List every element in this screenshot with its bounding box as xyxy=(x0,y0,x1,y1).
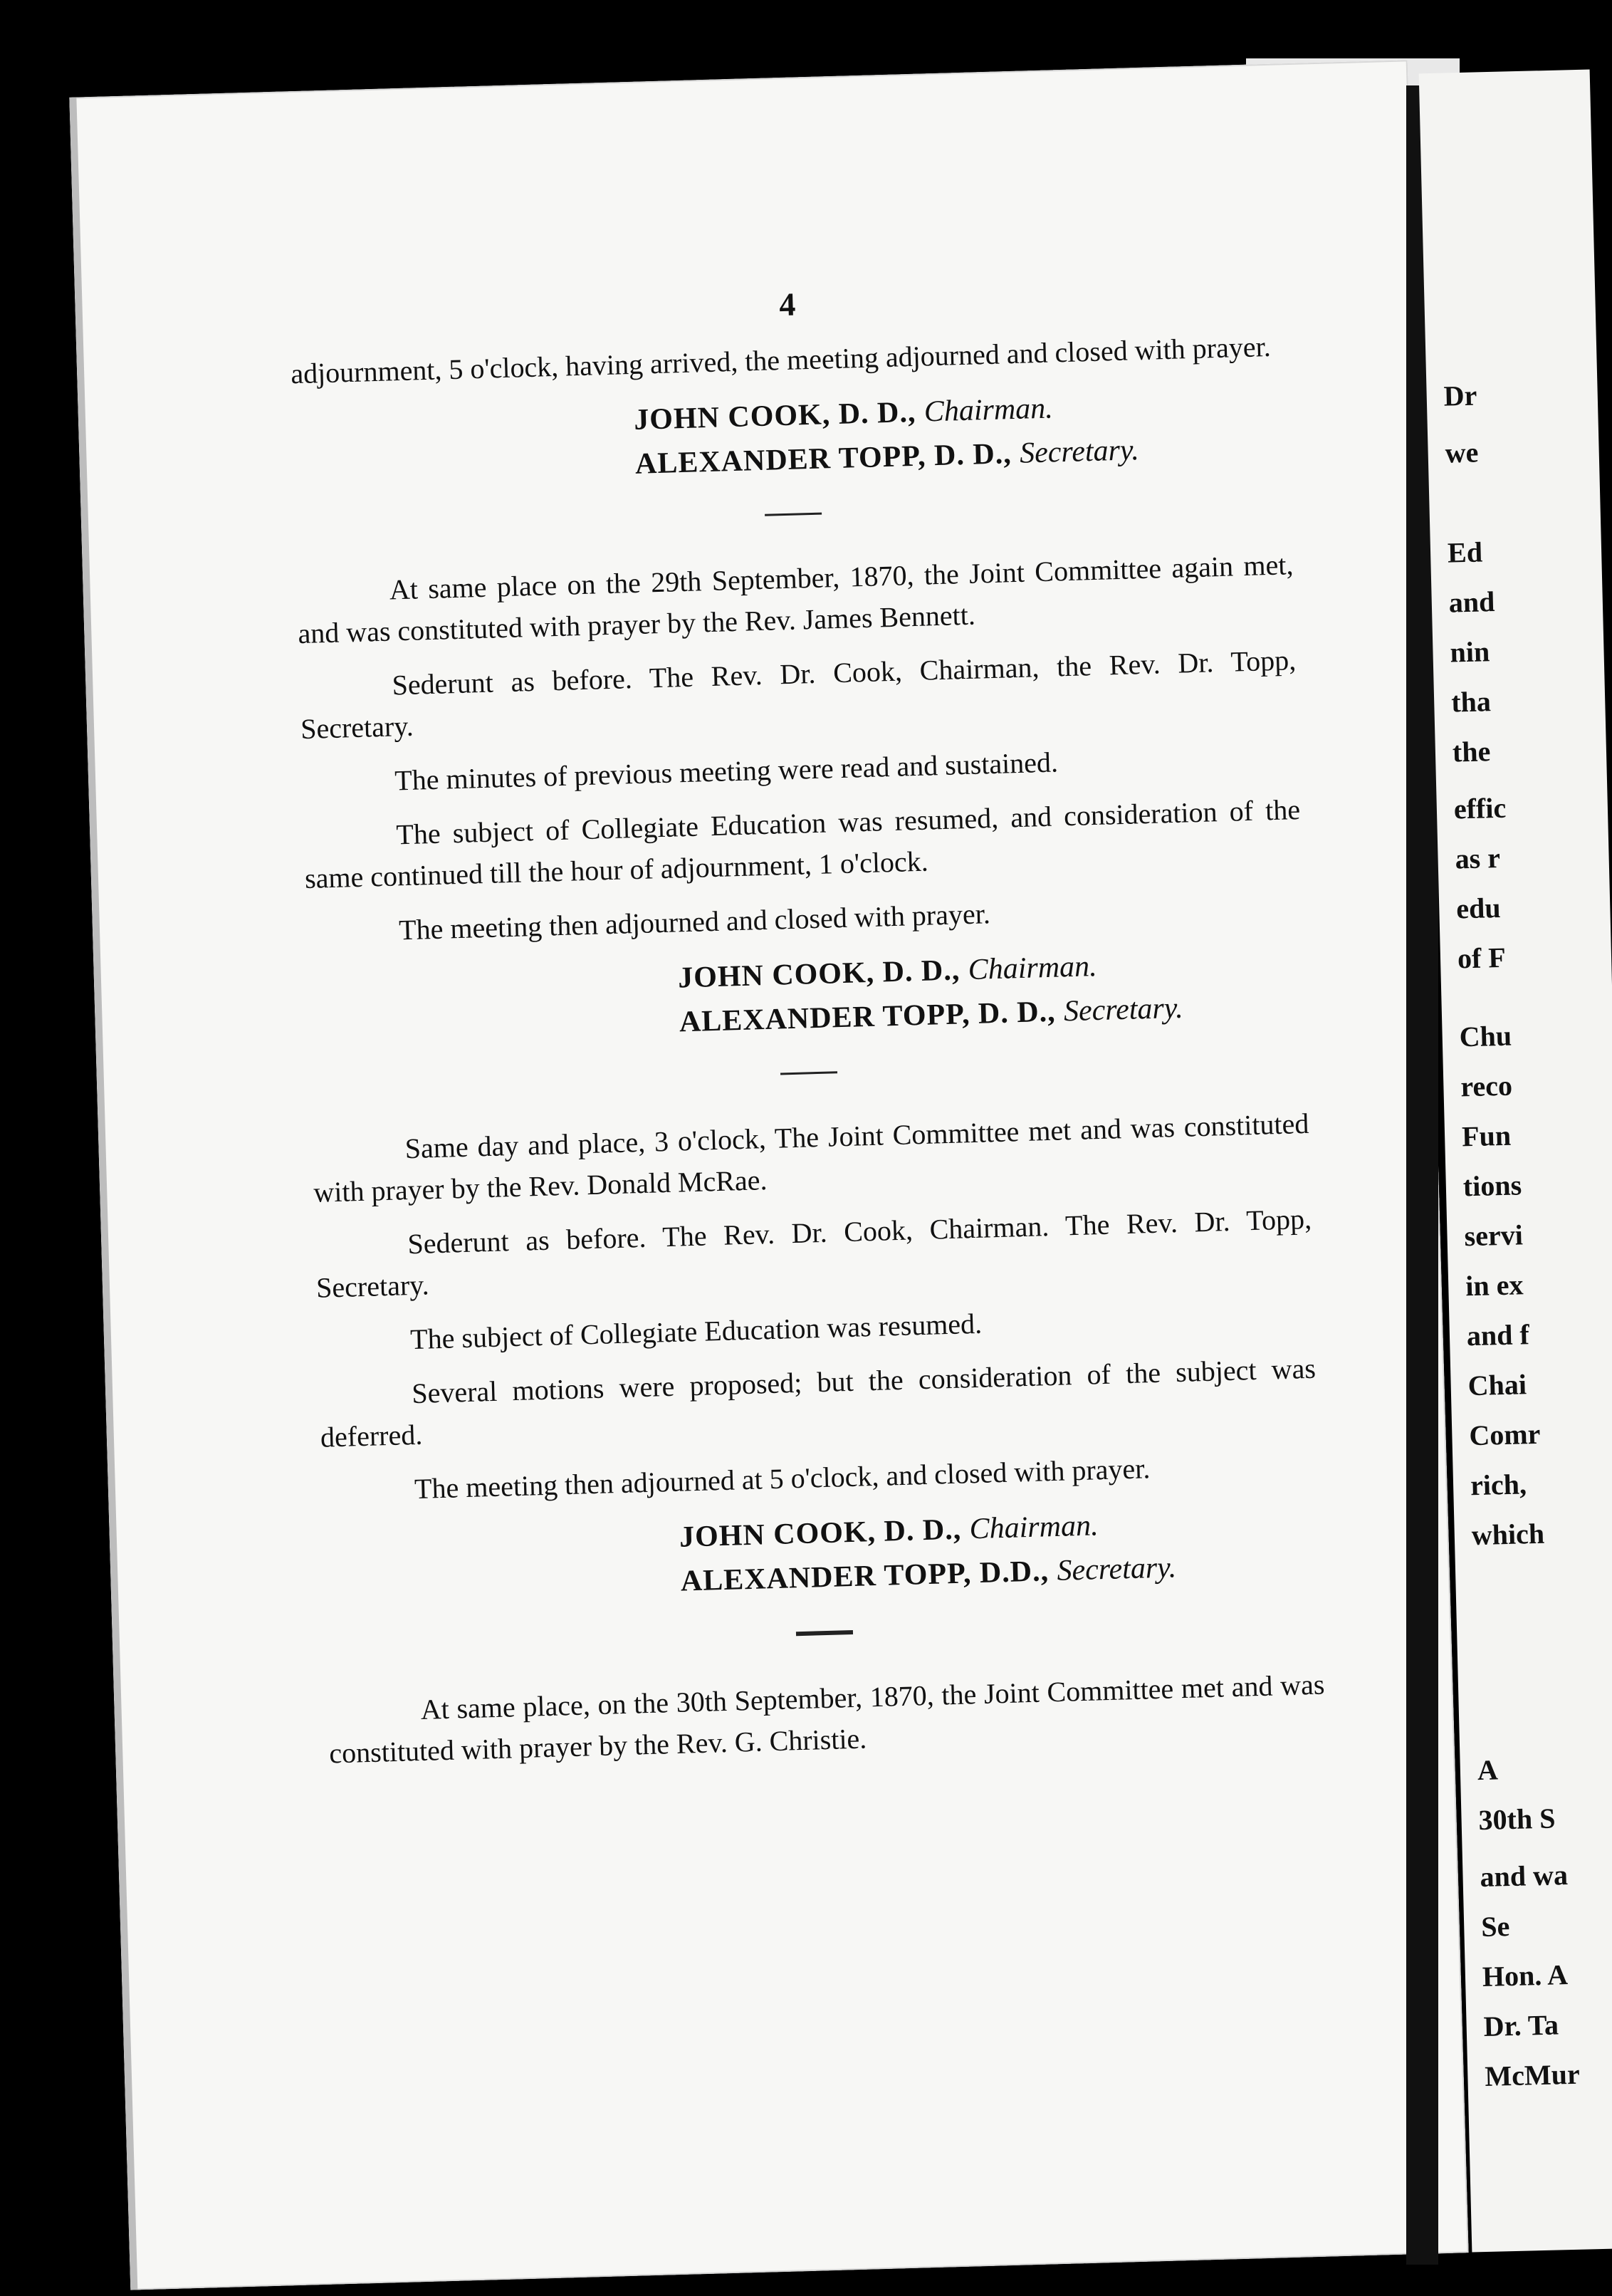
right-page-line: and xyxy=(1448,585,1495,619)
right-page-line: which xyxy=(1471,1517,1545,1552)
section-divider xyxy=(780,1071,837,1075)
page-content xyxy=(288,270,1326,1787)
paragraph: adjournment, 5 o'clock, having arrived, the meeting adjourned and closed with prayer. xyxy=(290,330,1272,390)
secretary-title: Secretary. xyxy=(1063,991,1184,1028)
secretary-title: Secretary. xyxy=(1019,434,1140,470)
right-page-line: effic xyxy=(1453,791,1507,825)
right-page-line: rich, xyxy=(1470,1468,1527,1502)
right-page-line: as r xyxy=(1455,841,1501,875)
right-page-line: edu xyxy=(1455,891,1502,925)
right-page-line: Se xyxy=(1480,1910,1510,1943)
paragraph: At same place, on the 30th September, 1870, the Joint Committee met and was constituted with prayer by the Rev. G. Christie. xyxy=(328,1668,1325,1770)
chairman-name: JOHN COOK, D. D., xyxy=(677,954,961,995)
paragraph: The meeting then adjourned at 5 o'clock, and closed with prayer. xyxy=(414,1452,1151,1506)
right-page-line: the xyxy=(1452,735,1491,768)
right-page-line: Chai xyxy=(1467,1368,1527,1402)
secretary-name: ALEXANDER TOPP, D.D., xyxy=(680,1555,1050,1598)
paragraph: Several motions were proposed; but the consideration of the subject was deferred. xyxy=(320,1352,1317,1454)
right-page-line: tions xyxy=(1462,1169,1522,1203)
right-page-line: in ex xyxy=(1465,1268,1524,1303)
chairman-name: JOHN COOK, D. D., xyxy=(633,395,916,437)
page-number: 4 xyxy=(778,286,797,323)
right-page-line: servi xyxy=(1464,1219,1524,1253)
chairman-title: Chairman. xyxy=(969,1509,1099,1546)
right-page-line: Dr xyxy=(1443,379,1477,412)
paragraph: The minutes of previous meeting were read and sustained. xyxy=(394,746,1059,797)
paragraph: The subject of Collegiate Education was resumed, and consideration of the same continued till the hour of adjournment, 1 o'clock. xyxy=(304,793,1301,895)
right-page-line: Dr. Ta xyxy=(1483,2008,1559,2042)
chairman-name: JOHN COOK, D. D., xyxy=(679,1513,962,1554)
paragraph: Sederunt as before. The Rev. Dr. Cook, Chairman, the Rev. Dr. Topp, Secretary. xyxy=(300,644,1297,746)
paragraph: At same place on the 29th September, 1870, the Joint Committee again met, and was constituted with prayer by the Rev. James Bennett. xyxy=(297,548,1294,650)
right-page-line: A xyxy=(1477,1753,1499,1787)
right-page-line: Fun xyxy=(1461,1119,1512,1153)
secretary-name: ALEXANDER TOPP, D. D., xyxy=(634,437,1012,481)
secretary-title: Secretary. xyxy=(1056,1551,1177,1587)
right-page-line: Hon. A xyxy=(1482,1958,1569,1993)
section-divider xyxy=(765,513,822,516)
right-page-line: 30th S xyxy=(1478,1802,1556,1837)
right-page-line: tha xyxy=(1450,685,1492,719)
right-page-line: and wa xyxy=(1479,1859,1569,1894)
right-page-line: of F xyxy=(1457,941,1507,975)
right-page-line: McMur xyxy=(1484,2057,1581,2092)
paragraph: Sederunt as before. The Rev. Dr. Cook, Chairman. The Rev. Dr. Topp, Secretary. xyxy=(315,1202,1312,1304)
right-page-line: Chu xyxy=(1459,1019,1512,1053)
right-page-line: Comr xyxy=(1468,1417,1541,1452)
paragraph: The meeting then adjourned and closed with prayer. xyxy=(398,897,991,946)
chairman-title: Chairman. xyxy=(923,392,1054,429)
right-page-line: reco xyxy=(1460,1069,1513,1103)
right-page-line: we xyxy=(1445,436,1479,469)
right-page-line: Ed xyxy=(1447,536,1483,569)
paragraph: Same day and place, 3 o'clock, The Joint Committee met and was constituted with prayer by the Rev. Donald McRae. xyxy=(313,1107,1309,1209)
left-page xyxy=(69,60,1468,2290)
secretary-name: ALEXANDER TOPP, D. D., xyxy=(679,995,1057,1039)
right-page-line: and f xyxy=(1466,1318,1530,1352)
right-page-line: nin xyxy=(1449,635,1490,669)
paragraph: The subject of Collegiate Education was resumed. xyxy=(409,1307,983,1356)
chairman-title: Chairman. xyxy=(968,950,1098,987)
section-divider xyxy=(796,1630,853,1636)
